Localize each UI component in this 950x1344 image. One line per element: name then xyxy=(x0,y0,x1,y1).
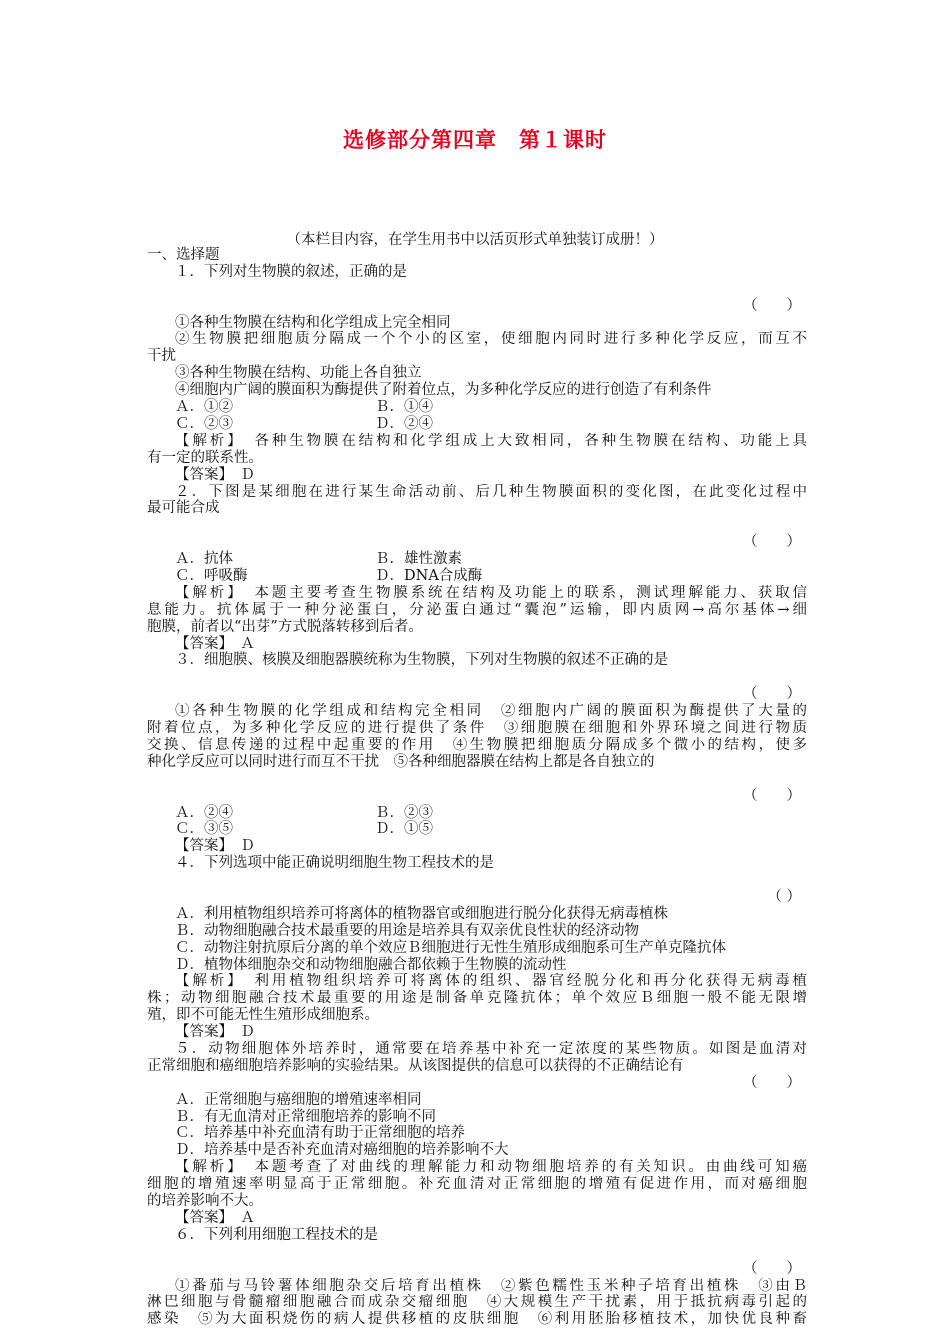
q3-stem: ３．细胞膜、核膜及细胞器膜统称为生物膜，下列对生物膜的叙述不正确的是 xyxy=(175,652,668,669)
q1-statement-2: ②生物膜把细胞质分隔成一个个小的区室，使细胞内同时进行多种化学反应，而互不 xyxy=(175,331,807,348)
q5-explanation-end: 的培养影响不大。 xyxy=(147,1193,263,1210)
q4-explanation-end: 殖，即不可能无性生殖形成细胞系。 xyxy=(147,1007,379,1024)
q1-statement-4: ④细胞内广阔的膜面积为酶提供了附着位点，为多种化学反应的进行创造了有利条件 xyxy=(175,382,712,399)
q1-explanation: 【解析】 各种生物膜在结构和化学组成上大致相同，各种生物膜在结构、功能上具 xyxy=(175,432,807,449)
q3-statements-4: 种化学反应可以同时进行而互不干扰 ⑤各种细胞器膜在结构上都是各自独立的 xyxy=(147,753,655,770)
q6-answer-paren: （ ） xyxy=(743,1260,801,1277)
question-body xyxy=(147,247,807,1328)
q3-statements-1: ①各种生物膜的化学组成和结构完全相同 ②细胞内广阔的膜面积为酶提供了大量的 xyxy=(175,703,807,720)
page-title: 选修部分第四章 第１课时 xyxy=(343,128,607,152)
q4-answer-paren: （ ） xyxy=(767,888,801,905)
q1-options-row-1 xyxy=(147,399,807,416)
q3-statements-2: 附着位点，为多种化学反应的进行提供了条件 ③细胞膜在细胞和外界环境之间进行物质 xyxy=(147,720,807,737)
q1-answer-paren: （ ） xyxy=(743,297,801,314)
q1-statement-3: ③各种生物膜在结构、功能上各自独立 xyxy=(175,365,422,382)
q4-option-a: Ａ．利用植物组织培养可将离体的植物器官或细胞进行脱分化获得无病毒植株 xyxy=(175,905,668,922)
q4-stem: ４．下列选项中能正确说明细胞生物工程技术的是 xyxy=(175,855,494,872)
q2-answer: 【答案】 Ａ xyxy=(175,635,255,652)
q1-option-a: Ａ．①② xyxy=(175,399,233,416)
section-heading: 一、选择题 xyxy=(147,247,220,263)
q1-option-c: Ｃ．②③ xyxy=(175,415,233,432)
q5-stem-cont: 正常细胞和癌细胞培养影响的实验结果。从该图提供的信息可以获得的不正确结论有 xyxy=(147,1057,684,1074)
q1-option-b: Ｂ．①④ xyxy=(375,399,433,416)
q3-options-row-1 xyxy=(147,805,807,822)
q5-option-d: Ｄ．培养基中是否补充血清对癌细胞的培养影响不大 xyxy=(175,1142,509,1159)
q2-option-d: Ｄ．DNA合成酶 xyxy=(375,567,483,584)
q2-options-row-2 xyxy=(147,568,807,585)
q5-stem: ５．动物细胞体外培养时，通常要在培养基中补充一定浓度的某些物质。如图是血清对 xyxy=(175,1041,807,1058)
q1-statement-2-cont: 干扰 xyxy=(147,348,176,365)
q1-statement-1: ①各种生物膜在结构和化学组成上完全相同 xyxy=(175,314,451,331)
q2-options-row-1 xyxy=(147,551,807,568)
q5-explanation: 【解析】 本题考查了对曲线的理解能力和动物细胞培养的有关知识。由曲线可知癌 xyxy=(175,1159,807,1176)
q6-stem: ６．下列利用细胞工程技术的是 xyxy=(175,1226,378,1243)
q3-option-c: Ｃ．③⑤ xyxy=(175,821,233,838)
q4-explanation-cont: 株；动物细胞融合技术最重要的用途是制备单克隆抗体；单个效应Ｂ细胞一般不能无限增 xyxy=(147,990,807,1007)
q1-explanation-cont: 有一定的联系性。 xyxy=(147,449,263,466)
q3-statements-3: 交换、信息传递的过程中起重要的作用 ④生物膜把细胞质分隔成多个微小的结构，使多 xyxy=(147,736,807,753)
q2-option-a: Ａ．抗体 xyxy=(175,551,233,568)
q6-statements-2: 淋巴细胞与骨髓瘤细胞融合而成杂交瘤细胞 ④大规模生产干扰素，用于抵抗病毒引起的 xyxy=(147,1294,807,1311)
q4-answer: 【答案】 Ｄ xyxy=(175,1024,255,1041)
q5-option-b: Ｂ．有无血清对正常细胞培养的影响不同 xyxy=(175,1108,436,1125)
q6-statements-1: ①番茄与马铃薯体细胞杂交后培育出植株 ②紫色糯性玉米种子培育出植株 ③由Ｂ xyxy=(175,1277,807,1294)
binding-note: （本栏目内容，在学生用书中以活页形式单独装订成册！） xyxy=(286,232,664,248)
q2-explanation-cont: 息能力。抗体属于一种分泌蛋白，分泌蛋白通过“囊泡”运输，即内质网→高尔基体→细 xyxy=(147,601,807,618)
q2-explanation-end: 胞膜，前者以“出芽”方式脱落转移到后者。 xyxy=(147,618,423,635)
q1-answer: 【答案】 Ｄ xyxy=(175,466,255,483)
q4-option-d: Ｄ．植物体细胞杂交和动物细胞融合都依赖于生物膜的流动性 xyxy=(175,956,567,973)
q2-answer-paren: （ ） xyxy=(743,534,801,551)
q3-option-a: Ａ．②④ xyxy=(175,804,233,821)
q3-option-d: Ｄ．①⑤ xyxy=(375,821,433,838)
q1-option-d: Ｄ．②④ xyxy=(375,415,433,432)
q4-option-b: Ｂ．动物细胞融合技术最重要的用途是培养具有双亲优良性状的经济动物 xyxy=(175,922,639,939)
q3-answer-paren-2: （ ） xyxy=(743,787,801,804)
q2-stem-cont: 最可能合成 xyxy=(147,500,220,517)
q5-explanation-cont: 细胞的增殖速率明显高于正常细胞。补充血清对正常细胞的增殖有促进作用，而对癌细胞 xyxy=(147,1176,807,1193)
q1-options-row-2 xyxy=(147,416,807,433)
q2-explanation: 【解析】 本题主要考查生物膜系统在结构及功能上的联系，测试理解能力、获取信 xyxy=(175,584,807,601)
q2-option-b: Ｂ．雄性激素 xyxy=(375,551,462,568)
q5-option-a: Ａ．正常细胞与癌细胞的增殖速率相同 xyxy=(175,1091,422,1108)
q2-stem: ２．下图是某细胞在进行某生命活动前、后几种生物膜面积的变化图，在此变化过程中 xyxy=(175,483,807,500)
q3-options-row-2 xyxy=(147,821,807,838)
q3-option-b: Ｂ．②③ xyxy=(375,804,433,821)
q4-option-c: Ｃ．动物注射抗原后分离的单个效应Ｂ细胞进行无性生殖形成细胞系可生产单克隆抗体 xyxy=(175,939,726,956)
q4-explanation: 【解析】 利用植物组织培养可将离体的组织、器官经脱分化和再分化获得无病毒植 xyxy=(175,973,807,990)
q3-answer-paren: （ ） xyxy=(743,686,801,703)
q6-statements-3: 感染 ⑤为大面积烧伤的病人提供移植的皮肤细胞 ⑥利用胚胎移植技术，加快优良种畜 xyxy=(147,1311,807,1328)
q3-answer: 【答案】 Ｄ xyxy=(175,838,255,855)
q2-option-c: Ｃ．呼吸酶 xyxy=(175,567,248,584)
q5-answer-paren: （ ） xyxy=(743,1074,801,1091)
q5-option-c: Ｃ．培养基中补充血清有助于正常细胞的培养 xyxy=(175,1125,465,1142)
q1-stem: １．下列对生物膜的叙述，正确的是 xyxy=(175,263,407,280)
q5-answer: 【答案】 Ａ xyxy=(175,1209,255,1226)
